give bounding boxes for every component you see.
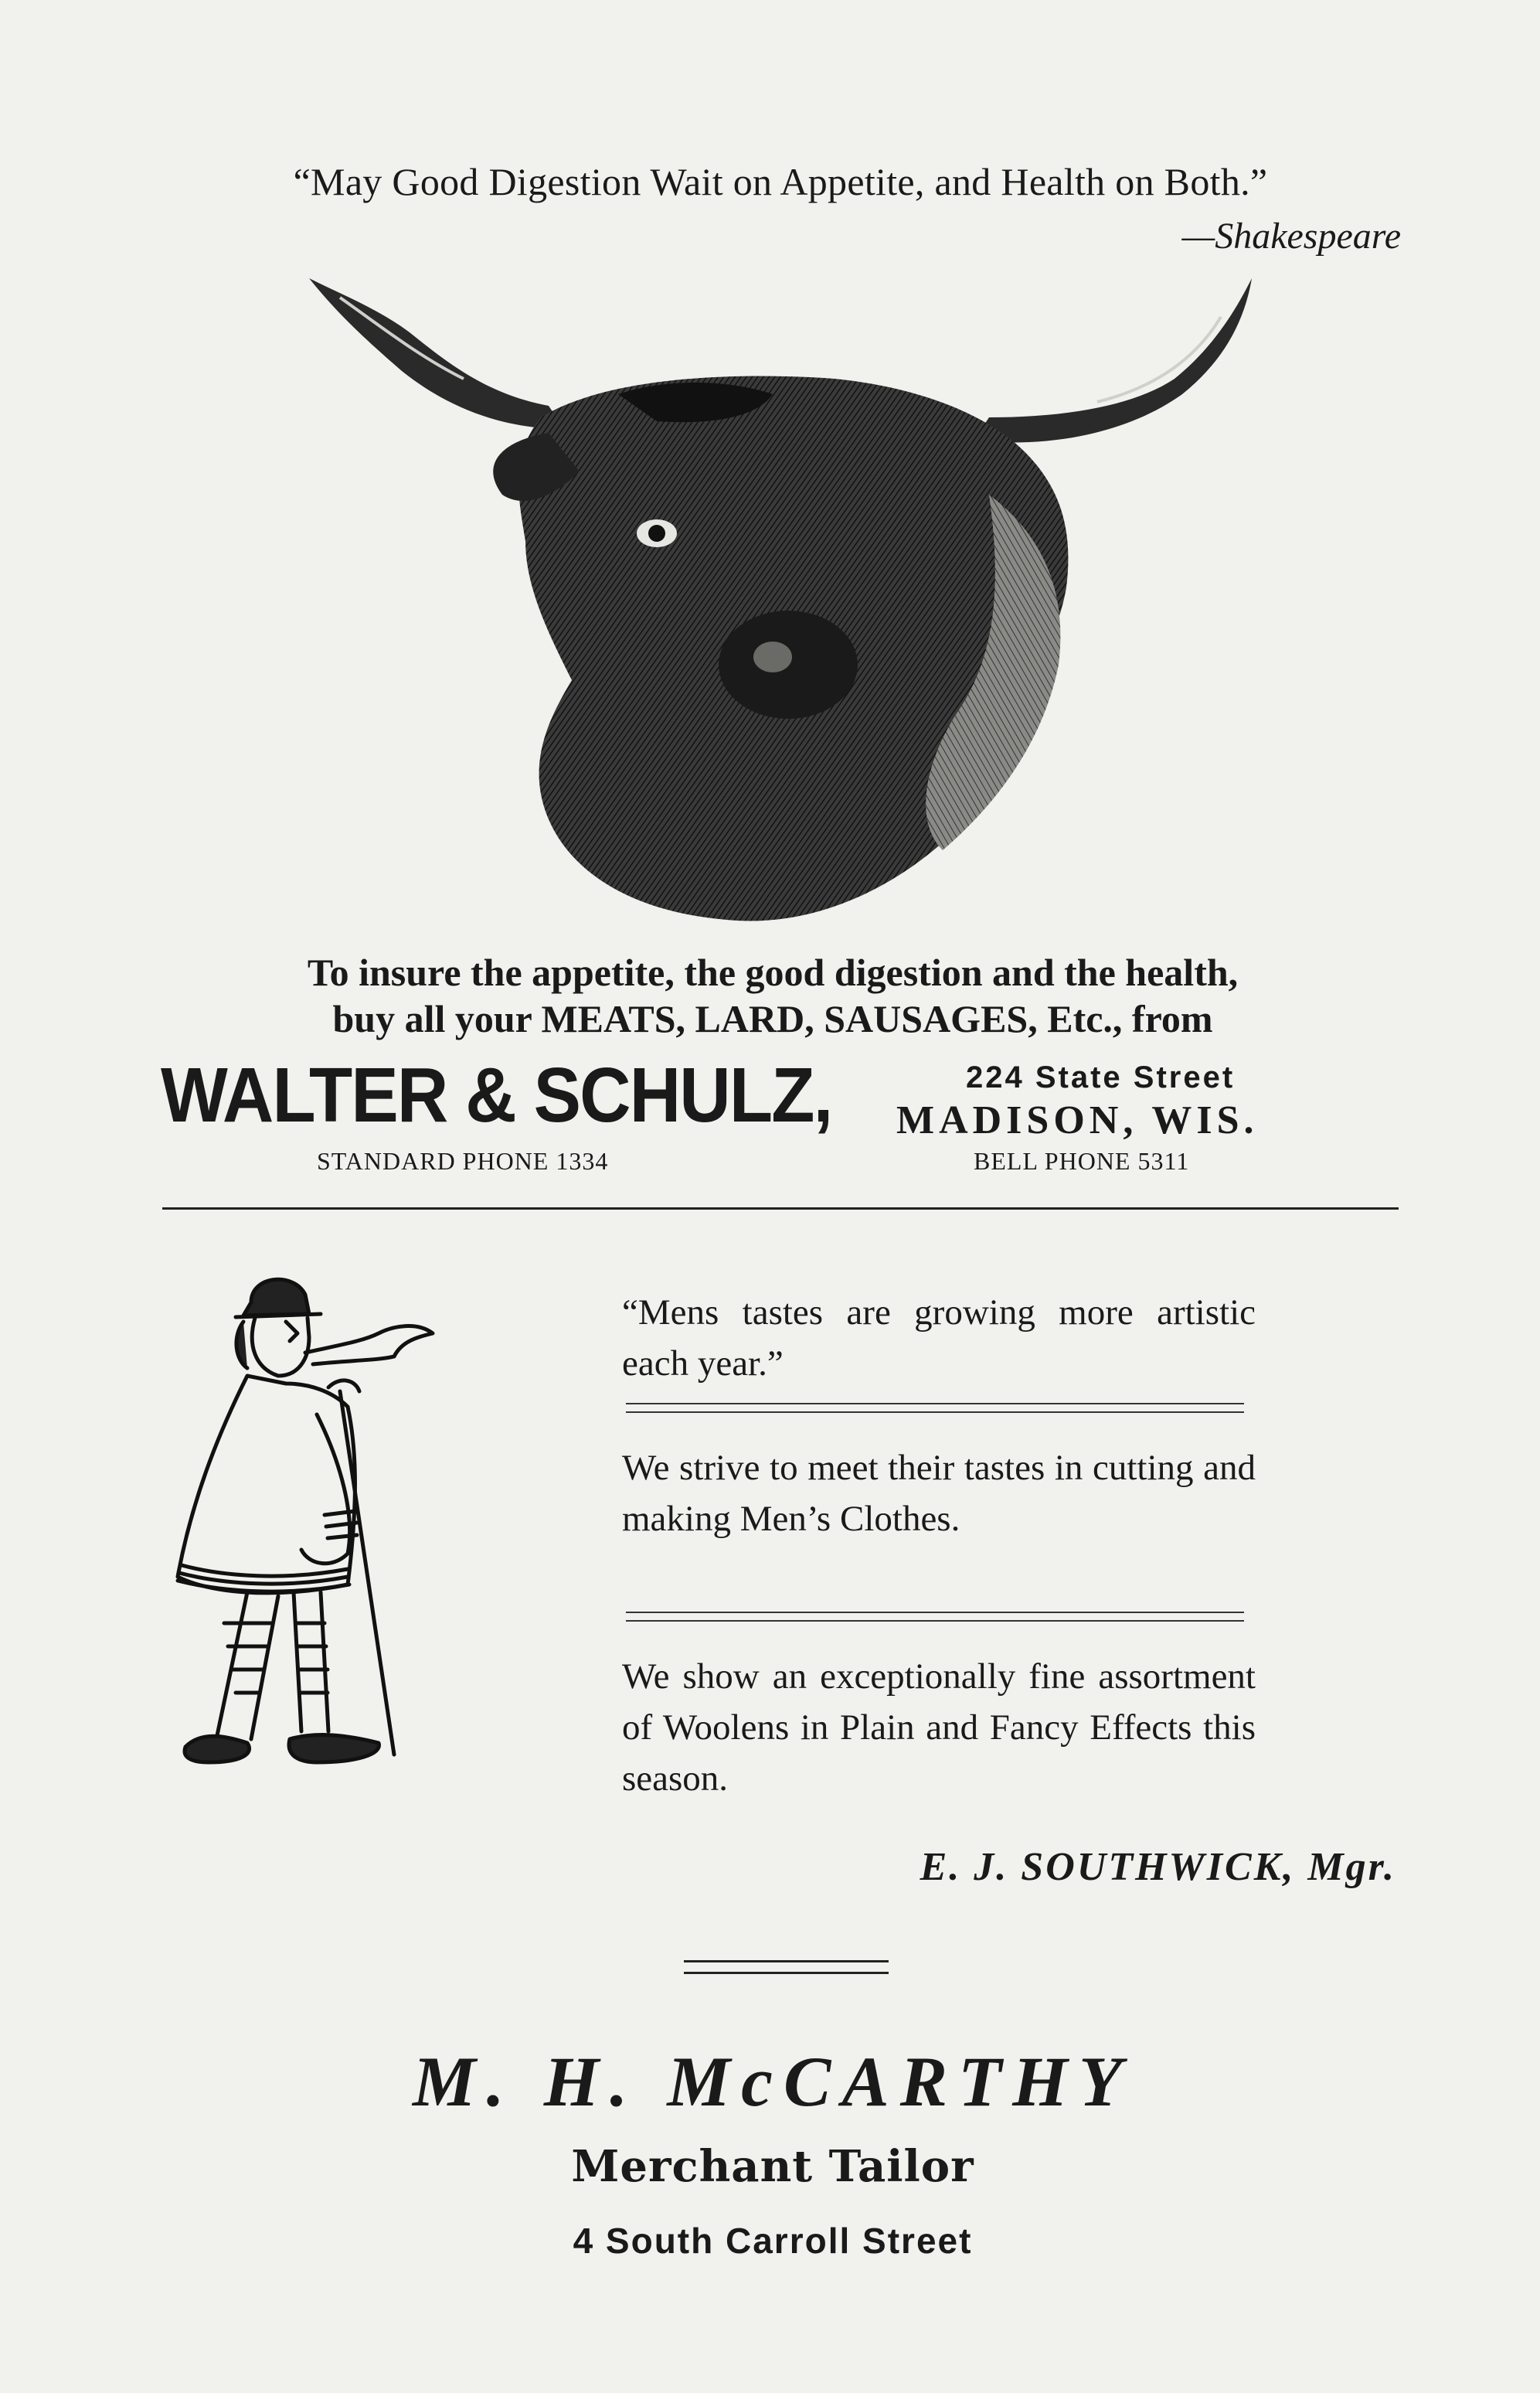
double-rule-2 [626,1612,1244,1622]
tagline-line-2: buy all your MEATS, LARD, SAUSAGES, Etc., from [332,997,1213,1040]
tagline [155,949,1391,1042]
tagline-line-1: To insure the appetite, the good digestion and the health, [307,951,1239,994]
company-name: WALTER & SCHULZ, [161,1052,832,1139]
city-state: MADISON, WIS. [896,1098,1259,1142]
paragraph-cutting-making: We strive to meet their tastes in cutting and making Men’s Clothes. [622,1448,1256,1539]
paragraph-artistic-tastes: “Mens tastes are growing more artistic each year.” [622,1292,1256,1384]
tailor-address: 4 South Carroll Street [573,2221,973,2261]
quote-attribution: —Shakespeare [1181,216,1401,257]
standard-phone: STANDARD PHONE 1334 [317,1147,609,1175]
walking-man-icon [162,1260,456,1816]
double-rule-1 [626,1403,1244,1413]
manager-signature: E. J. SOUTHWICK, Mgr. [920,1845,1396,1889]
street-address: 224 State Street [966,1060,1236,1094]
bell-phone: BELL PHONE 5311 [974,1147,1190,1175]
tailor-name: M. H. McCARTHY [412,2042,1134,2121]
short-double-rule [684,1960,889,1974]
shakespeare-quote: “May Good Digestion Wait on Appetite, and Health on Both.” [293,160,1268,203]
tailor-title: Merchant Tailor [571,2141,974,2192]
longhorn-steer-icon [294,263,1267,943]
section-divider [162,1207,1399,1210]
paragraph-woolens: We show an exceptionally fine assortment of Woolens in Plain and Fancy Effects this season. [622,1656,1256,1799]
